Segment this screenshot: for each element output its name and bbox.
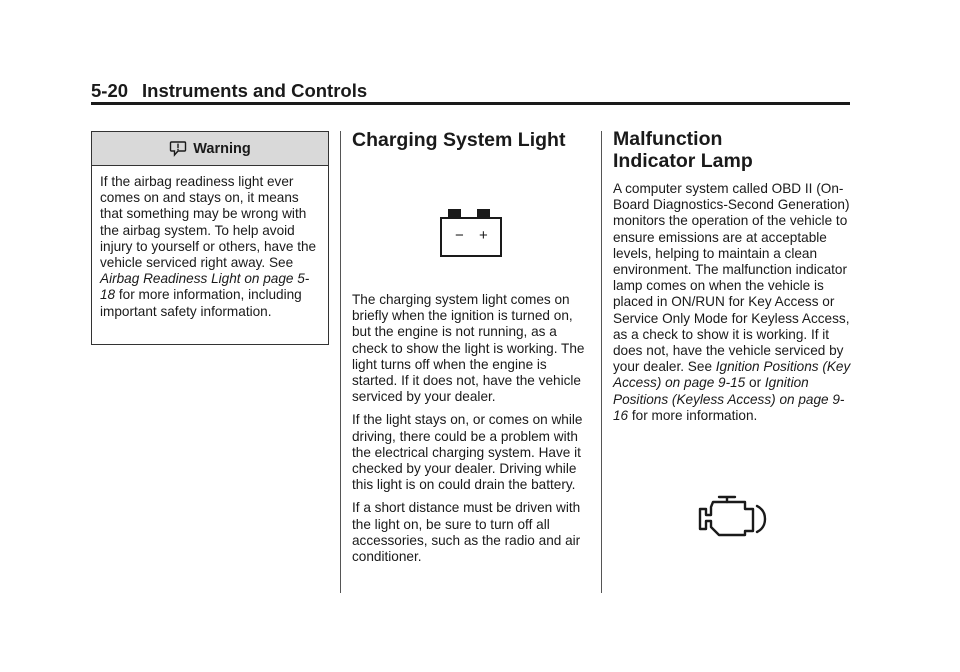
charging-paragraph-1: The charging system light comes on briefly when the ignition is turned on, but the engine is not running, as a check to show the light is working. The light turns off when the engine is started. If it does not, have the vehicle serviced by your dealer. — [352, 292, 585, 405]
warning-box — [91, 131, 329, 345]
xref-ignition-key-access[interactable]: Ignition Positions (Key Access) on page 9-15 — [613, 359, 851, 391]
warning-text: If the airbag readiness light ever comes on and stays on, it means that something may be wrong with the airbag system. To help avoid injury to yourself or others, have the vehicle serviced right away. See Airbag Readiness Light on page 5-18 for more information, including important safety information. — [100, 174, 317, 319]
page-number: 5-20 — [91, 80, 129, 101]
page-header — [91, 80, 850, 102]
battery-minus-sign: − — [455, 227, 464, 244]
xref-airbag-readiness[interactable]: Airbag Readiness Light on page 5-18 — [100, 271, 310, 303]
header-rule — [91, 102, 850, 105]
warning-header — [92, 132, 328, 166]
battery-icon — [440, 208, 502, 258]
charging-paragraph-2: If the light stays on, or comes on while driving, there could be a problem with the electrical charging system. Have it checked by your dealer. Driving while this light is on could drain the battery. — [352, 412, 583, 493]
battery-plus-sign: + — [479, 227, 488, 244]
column-divider — [601, 131, 602, 593]
warning-title: Warning — [193, 140, 251, 157]
malfunction-section — [613, 128, 853, 424]
xref-ignition-keyless-access[interactable]: Ignition Positions (Keyless Access) on page 9-16 — [613, 375, 845, 423]
charging-section — [352, 128, 590, 565]
malfunction-heading: Malfunction Indicator Lamp — [613, 128, 753, 172]
column-divider — [340, 131, 341, 593]
section-title: Instruments and Controls — [142, 80, 368, 101]
engine-icon — [697, 495, 767, 539]
charging-heading: Charging System Light — [352, 129, 566, 151]
malfunction-paragraph: A computer system called OBD II (On-Board Diagnostics-Second Generation) monitors the operation of the vehicle to ensure emissions are at acceptable levels, helping to maintain a clean environment. The malfunction indicator lamp comes on when the vehicle is placed in ON/RUN for Key Access or Service Only Mode for Keyless Access, as a check to show it is working. If it does not, have the vehicle serviced by your dealer. See Ignition Positions (Key Access) on page 9-15 or Ignition Positions (Keyless Access) on page 9-16 for more information. — [613, 181, 851, 423]
warning-icon — [169, 140, 187, 157]
charging-paragraph-3: If a short distance must be driven with the light on, be sure to turn off all accessories, such as the radio and air conditioner. — [352, 500, 581, 565]
